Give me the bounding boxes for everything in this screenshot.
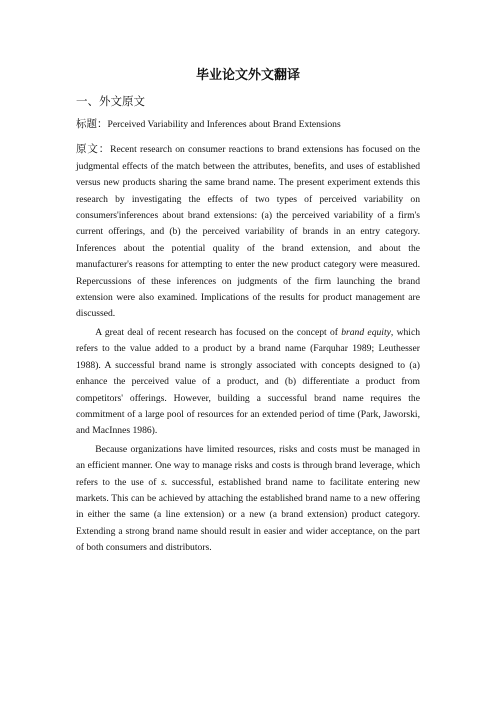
title-label: 标题：: [76, 118, 108, 130]
title-line: [76, 116, 420, 133]
paragraph-brand-equity: A great deal of recent research has focused on the concept of brand equity, which refers to the value added to a product by a brand name (Farquhar 1989; Leuthesser 1988). A successful brand name is strongly associated with concepts designed to (a) enhance the perceived value of a product, and (b) differentiate a product from competitors' offerings. However, building a successful brand name requires the commitment of a large pool of resources for an extended period of time (Park, Jaworski, and MacInnes 1986).: [76, 326, 421, 437]
section-heading: 一、外文原文: [76, 94, 145, 108]
abstract-text: Recent research on consumer reactions to brand extensions has focused on the judgmental effects of the match between the attributes, benefits, and uses of established versus new products sharing the same brand name. The present experiment extends this research by investigating the effects of two types of perceived variability on consumers'inferences about brand extensions: (a) the perceived variability of a firm's current offerings, and (b) the perceived variability of brands in an entry category. Inferences about the potential quality of the brand extension, and about the manufacturer's reasons for attempting to enter the new product category were measured. Repercussions of these inferences on judgments of the firm launching the brand extension were also examined. Implications of the results for product management are discussed.: [76, 144, 420, 320]
emphasis-brand-equity: brand equity: [341, 326, 391, 338]
document-body: [76, 116, 420, 557]
title-text: Perceived Variability and Inferences about Brand Extensions: [107, 119, 341, 130]
paragraph-brand-leverage: Because organizations have limited resources, risks and costs must be managed in an efficient manner. One way to manage risks and costs is through brand leverage, which refers to the use of s. successful, established brand name to facilitate entering new markets. This can be achieved by attaching the established brand name to a new offering in either the same (a line extension) or a new (a brand extension) product category. Extending a strong brand name should result in easier and wider acceptance, on the part of both consumers and distributors.: [76, 443, 420, 554]
document-title: 毕业论文外文翻译: [195, 68, 300, 83]
emphasis-s: s.: [161, 476, 168, 488]
abstract-paragraph: [76, 141, 420, 322]
abstract-label: 原文：: [76, 143, 111, 156]
